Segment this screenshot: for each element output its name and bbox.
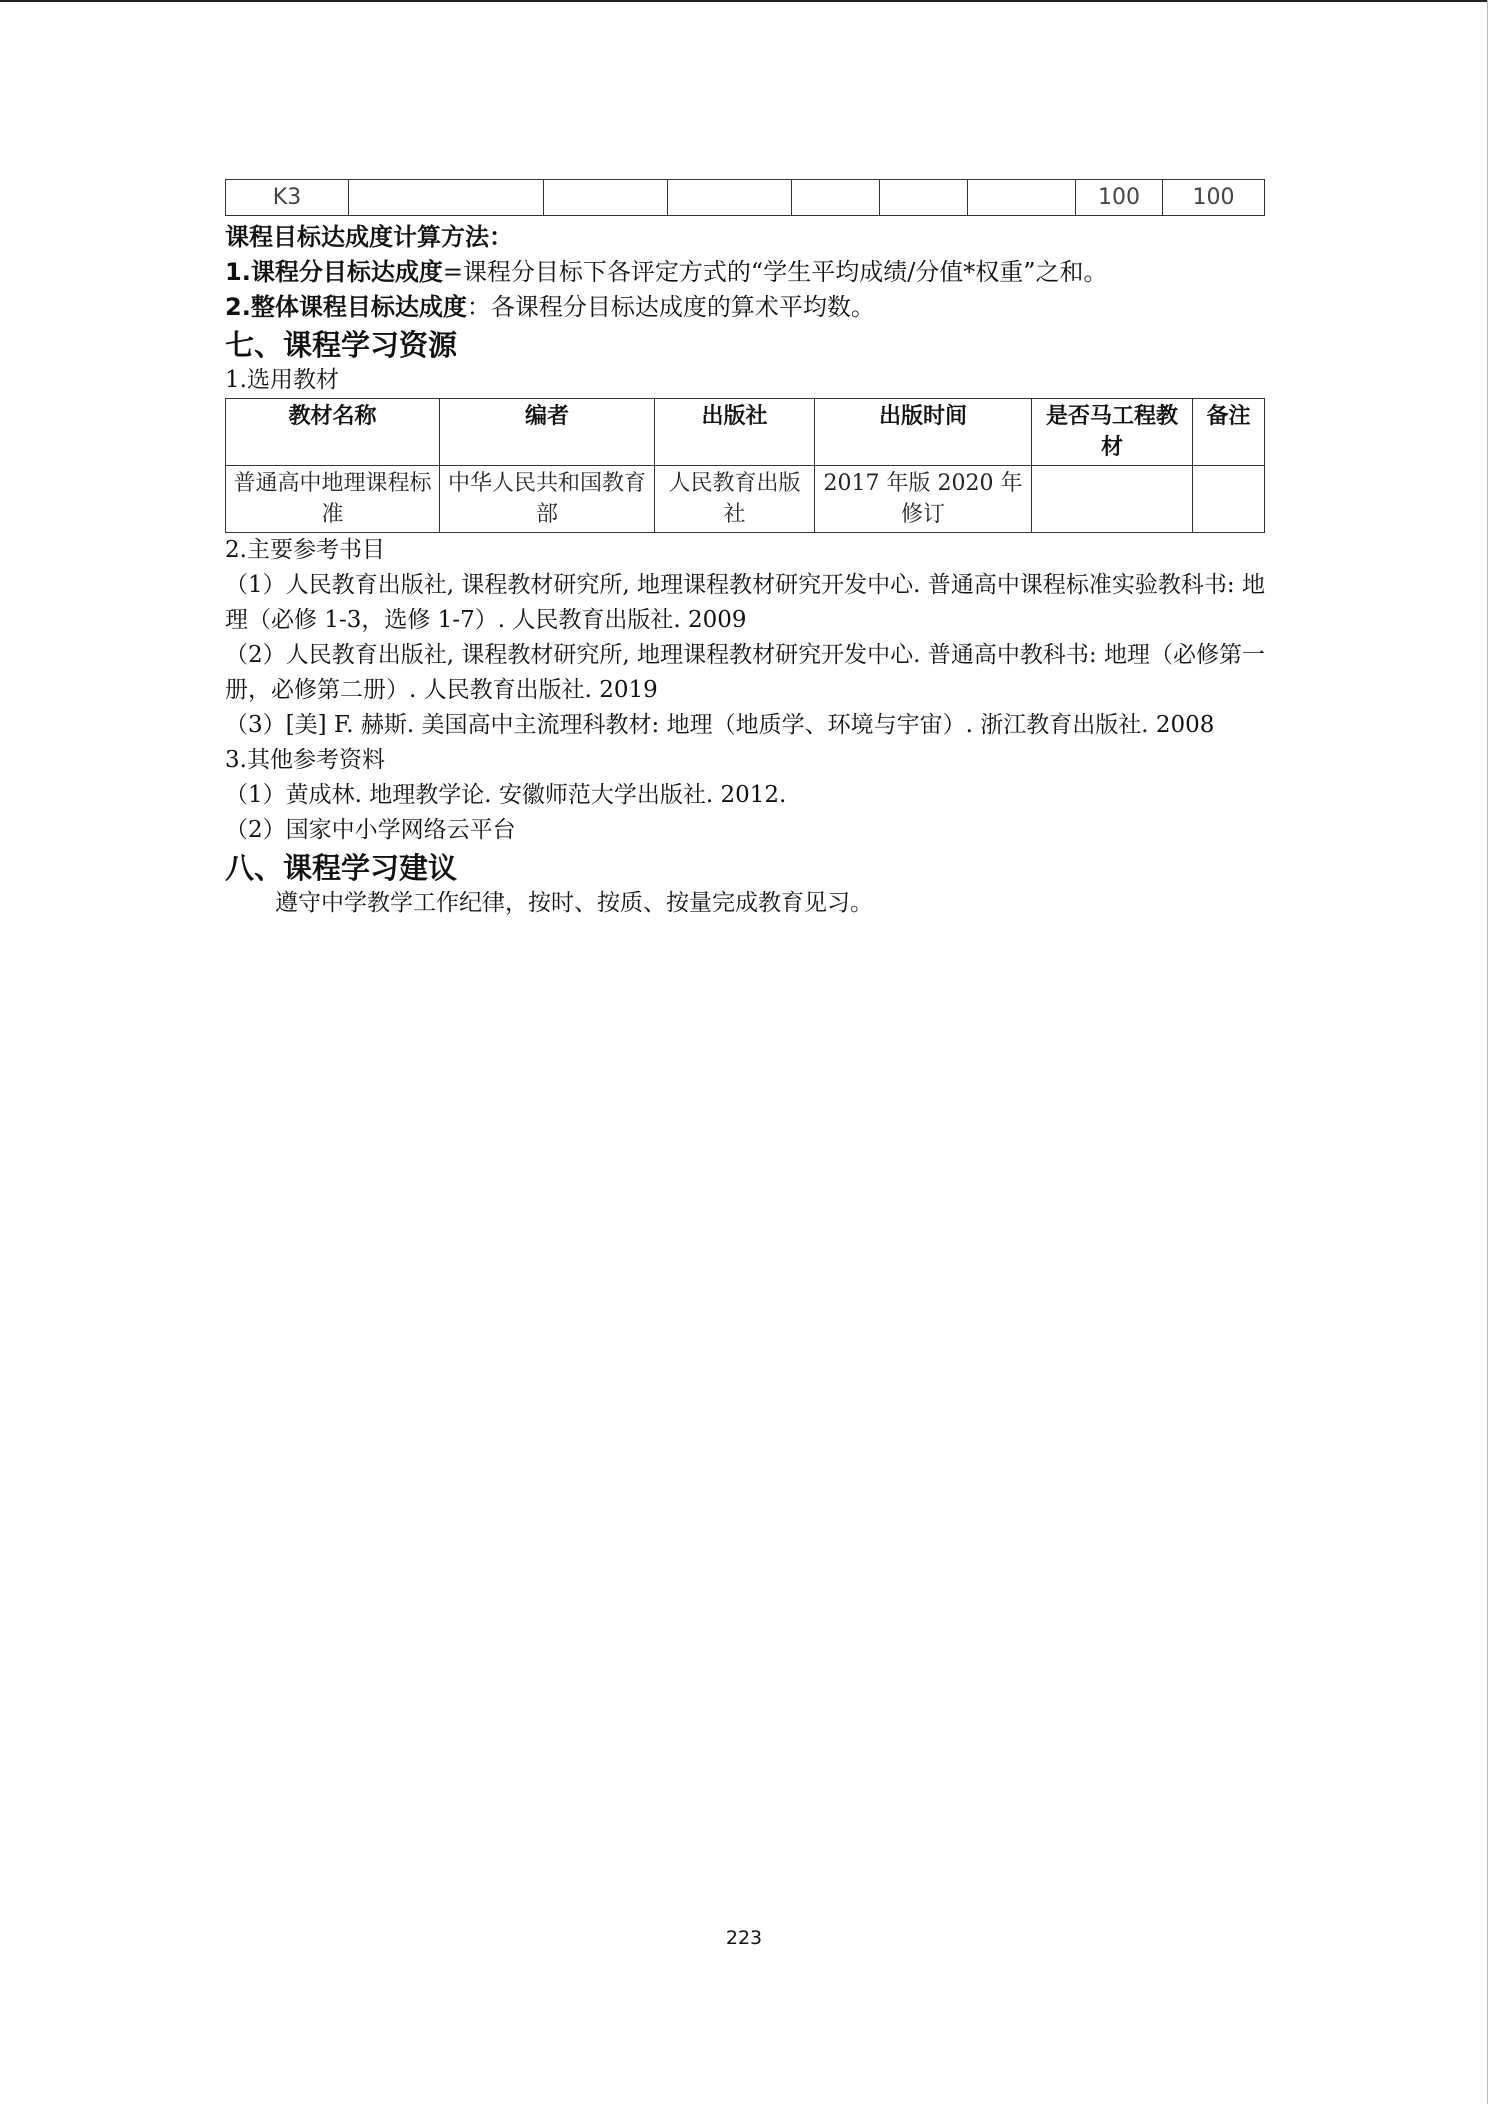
other-reference-subheading: 3.其他参考资料 — [225, 747, 385, 773]
header-cell: 出版社 — [655, 399, 815, 466]
method-item-2-text: ：各课程分目标达成度的算术平均数。 — [466, 293, 875, 321]
page-content — [225, 179, 1265, 921]
page-number: 223 — [725, 1927, 763, 1949]
header-cell: 出版时间 — [815, 399, 1032, 466]
table-cell — [349, 180, 544, 216]
method-title: 课程目标达成度计算方法： — [225, 223, 513, 251]
other-reference-item: （1）黄成林. 地理教学论. 安徽师范大学出版社. 2012. — [225, 782, 787, 808]
top-border — [0, 0, 1488, 2]
method-item-1 — [225, 255, 1265, 290]
table-cell — [1032, 466, 1193, 533]
table-cell: 普通高中地理课程标准 — [226, 466, 440, 533]
reference-item: （3）[美] F. 赫斯. 美国高中主流理科教材: 地理（地质学、环境与宇宙）. 浙江教育出版社. 2008 — [225, 712, 1215, 738]
score-table — [225, 179, 1265, 216]
table-cell: 人民教育出版社 — [655, 466, 815, 533]
table-cell — [668, 180, 792, 216]
table-cell: 100 — [1163, 180, 1265, 216]
section-7-heading: 七、课程学习资源 — [225, 328, 458, 362]
header-cell: 备注 — [1193, 399, 1265, 466]
table-cell — [968, 180, 1076, 216]
section-8-text: 遵守中学教学工作纪律，按时、按质、按量完成教育见习。 — [275, 890, 873, 916]
reference-item: （1）人民教育出版社, 课程教材研究所, 地理课程教材研究开发中心. 普通高中课程标准实验教科书: 地理（必修 1-3，选修 1-7）. 人民教育出版社. 2009 — [225, 572, 1265, 633]
table-cell: 中华人民共和国教育部 — [440, 466, 655, 533]
header-cell: 编者 — [440, 399, 655, 466]
table-cell — [792, 180, 880, 216]
table-row — [226, 466, 1265, 533]
table-cell — [880, 180, 968, 216]
table-header-row — [226, 399, 1265, 466]
method-item-1-term: 1.课程分目标达成度 — [225, 258, 443, 286]
method-item-2-term: 2.整体课程目标达成度 — [225, 293, 467, 321]
table-cell: K3 — [226, 180, 349, 216]
method-item-2 — [225, 290, 1265, 325]
method-item-1-text: =课程分目标下各评定方式的“学生平均成绩/分值*权重”之和。 — [442, 258, 1108, 286]
table-cell: 2017 年版 2020 年修订 — [815, 466, 1032, 533]
header-cell: 教材名称 — [226, 399, 440, 466]
textbook-subheading: 1.选用教材 — [225, 367, 339, 393]
table-cell — [1193, 466, 1265, 533]
reference-item: （2）人民教育出版社, 课程教材研究所, 地理课程教材研究开发中心. 普通高中教科书: 地理（必修第一册，必修第二册）. 人民教育出版社. 2019 — [225, 642, 1265, 703]
reference-subheading: 2.主要参考书目 — [225, 537, 385, 563]
header-cell: 是否马工程教材 — [1032, 399, 1193, 466]
other-reference-item: （2）国家中小学网络云平台 — [225, 817, 516, 843]
table-row — [226, 180, 1265, 216]
table-cell — [544, 180, 668, 216]
section-8-heading: 八、课程学习建议 — [225, 851, 458, 885]
table-cell: 100 — [1076, 180, 1163, 216]
textbook-table — [225, 398, 1265, 533]
